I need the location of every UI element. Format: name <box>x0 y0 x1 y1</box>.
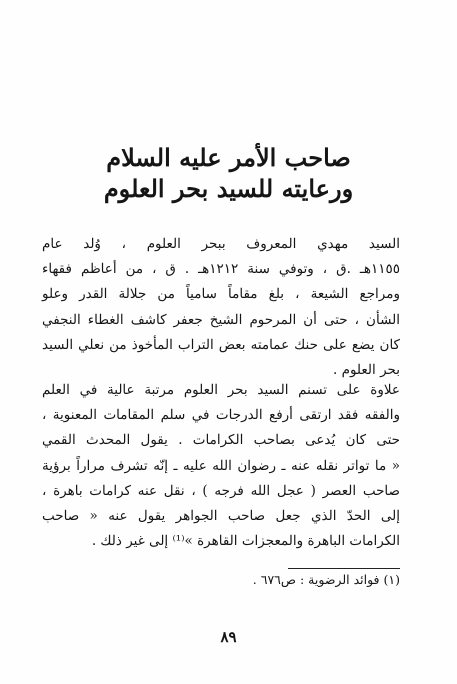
chapter-title <box>0 142 457 204</box>
page-number: ٨٩ <box>220 628 237 646</box>
paragraph-line: ١١٥٥هـ .ق ، وتوفي سنة ١٢١٢هـ . ق ، من أعاظم فقهاء <box>42 261 400 278</box>
paragraph-line: كان يضع على حنك عمامته بعض التراب المأخوذ من نعلي السيد <box>42 336 400 353</box>
paragraph-line: « ما تواتر نقله عنه ـ رضوان الله عليه ـ إنّه تشرف مراراً برؤية <box>42 457 400 474</box>
paragraph-2 <box>42 378 400 554</box>
paragraph-line: السيد مهدي المعروف ببحر العلوم ، وُلد عام <box>42 236 400 252</box>
paragraph-line: ومراجع الشيعة ، بلغ مقاماً سامياً من جلالة القدر وعلو <box>42 286 400 303</box>
paragraph-line: حتى كان يُدعى بصاحب الكرامات . يقول المحدث القمي <box>42 432 400 449</box>
chapter-title-line-1: صاحب الأمر عليه السلام <box>106 143 351 172</box>
footnote: (١) فوائد الرضوية : ص٦٧٦ . <box>252 572 400 587</box>
paragraph-1 <box>42 232 400 383</box>
chapter-title-line-2: ورعايته للسيد بحر العلوم <box>103 174 354 203</box>
paragraph-line: صاحب العصر ( عجل الله فرجه ) ، نقل عنه كرامات باهرة ، <box>42 482 400 499</box>
footnote-divider <box>288 568 400 569</box>
paragraph-line: بحر العلوم . <box>333 361 400 378</box>
paragraph-line: إلى الحدّ الذي جعل صاحب الجواهر يقول عنه « صاحب <box>42 507 400 524</box>
paragraph-line: علاوة على تسنم السيد بحر العلوم مرتبة عالية في العلم <box>42 382 400 398</box>
paragraph-line: الشأن ، حتى أن المرحوم الشيخ جعفر كاشف الغطاء النجفي <box>42 311 400 328</box>
paragraph-line: الكرامات الباهرة والمعجزات القاهرة »⁽¹⁾ إلى غير ذلك . <box>91 533 400 550</box>
paragraph-line: والفقه فقد ارتقى أرفع الدرجات في سلم المقامات المعنوية ، <box>42 407 400 424</box>
